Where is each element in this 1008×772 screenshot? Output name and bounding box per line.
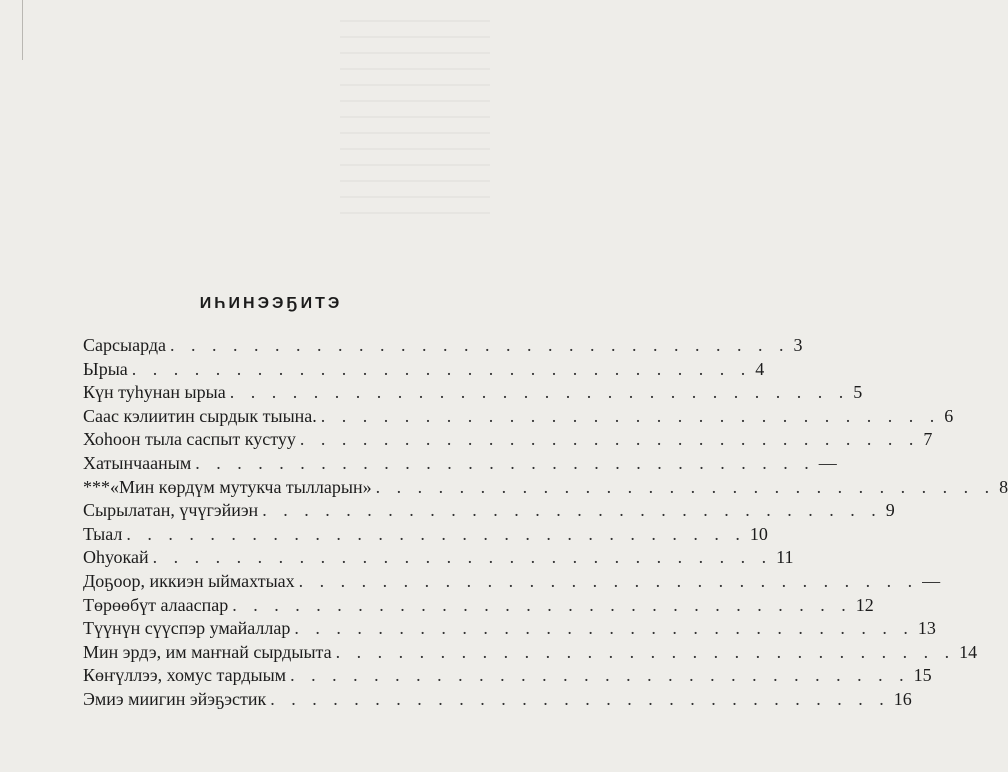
toc-entry-page: —: [818, 452, 837, 473]
toc-entry: [83, 523, 768, 547]
dot-leader: . . . . . . . . . . . . . . . . . . . . . . . . . . . . . .: [335, 641, 956, 662]
toc-entry: [83, 358, 765, 382]
toc-entry-title: Төрөөбүт алааспар: [83, 594, 229, 615]
dot-leader: . . . . . . . . . . . . . . . . . . . . . . . . . . . . . .: [169, 335, 790, 355]
toc-entry-title: Оһуокай: [83, 547, 149, 568]
toc-entry: [83, 405, 954, 429]
toc-entry-page: —: [922, 570, 941, 591]
dot-leader: . . . . . . . . . . . . . . . . . . . . . . . . . . . . . .: [299, 429, 920, 450]
toc-entry-title: Тыал: [83, 523, 123, 544]
toc-entry: [83, 641, 978, 665]
toc-entry-page: 14: [959, 641, 978, 662]
toc-entry-title: Эмиэ миигин эйэҕэстик: [83, 688, 267, 709]
dot-leader: . . . . . . . . . . . . . . . . . . . . . . . . . . . . . .: [152, 547, 773, 568]
toc-entry-title: Сырылатан, үчүгэйиэн: [83, 500, 259, 521]
dot-leader: . . . . . . . . . . . . . . . . . . . . . . . . . . . . . .: [262, 500, 882, 521]
toc-entry-title: ***«Мин көрдүм мутукча тылларын»: [83, 476, 372, 497]
toc-entry-title: Доҕоор, иккиэн ыймахтыах: [83, 570, 295, 591]
dot-leader: . . . . . . . . . . . . . . . . . . . . . . . . . . . . . .: [298, 570, 919, 591]
dot-leader: . . . . . . . . . . . . . . . . . . . . . . . . . . . . . .: [270, 688, 890, 709]
toc-entry-page: 8: [999, 476, 1008, 497]
toc-entry: [83, 476, 1008, 500]
toc-entry: [83, 499, 895, 523]
toc-entry-page: 5: [853, 382, 863, 403]
toc-entry: [83, 546, 794, 570]
toc-entry-title: Саас кэлиитин сырдык тыына.: [83, 405, 317, 426]
toc-entry-page: 4: [755, 358, 765, 379]
dot-leader: . . . . . . . . . . . . . . . . . . . . . . . . . . . . . .: [126, 523, 746, 544]
toc-entry-page: 10: [749, 523, 768, 544]
toc-entry-page: 16: [893, 688, 912, 709]
show-through-text: [340, 20, 490, 220]
toc-entry-page: 9: [885, 500, 895, 521]
toc-entry-title: Сарсыарда: [83, 335, 166, 355]
toc-entry-title: Түүнүн сүүспэр умайаллар: [83, 618, 291, 639]
toc-entry: [83, 570, 941, 594]
toc-entry-page: 11: [776, 547, 794, 568]
toc-entry: [83, 428, 933, 452]
dot-leader: . . . . . . . . . . . . . . . . . . . . . . . . . . . . . .: [195, 452, 815, 473]
toc-entry-title: Күн туһунан ырыа: [83, 382, 226, 403]
dot-leader: . . . . . . . . . . . . . . . . . . . . . . . . . . . . . .: [320, 405, 941, 426]
toc-entry-title: Хоһоон тыла саспыт кустуу: [83, 429, 296, 450]
page-edge-line: [22, 0, 23, 60]
table-of-contents: [83, 334, 1008, 712]
toc-entry: [83, 688, 912, 712]
toc-entry-title: Көҥүллээ, хомус тардыым: [83, 665, 287, 686]
toc-entry: [83, 617, 936, 641]
toc-entry-page: 7: [923, 429, 933, 450]
toc-entry-title: Хатынчааным: [83, 452, 192, 473]
toc-entry-page: 6: [944, 405, 954, 426]
toc-entry-title: Ырыа: [83, 358, 128, 379]
toc-entry-title: Мин эрдэ, им маҥнай сырдыыта: [83, 641, 332, 662]
dot-leader: . . . . . . . . . . . . . . . . . . . . . . . . . . . . . .: [229, 382, 850, 403]
toc-entry: [83, 452, 837, 476]
toc-entry: [83, 664, 932, 688]
toc-entry-page: 12: [855, 594, 874, 615]
dot-leader: . . . . . . . . . . . . . . . . . . . . . . . . . . . . . .: [375, 476, 996, 497]
toc-entry-page: 3: [793, 335, 803, 355]
toc-entry: [83, 594, 874, 618]
toc-entry-page: 15: [913, 665, 932, 686]
toc-entry-page: 13: [917, 618, 936, 639]
dot-leader: . . . . . . . . . . . . . . . . . . . . . . . . . . . . . .: [232, 594, 852, 615]
dot-leader: . . . . . . . . . . . . . . . . . . . . . . . . . . . . . .: [131, 358, 752, 379]
toc-entry: [83, 381, 863, 405]
dot-leader: . . . . . . . . . . . . . . . . . . . . . . . . . . . . . .: [290, 665, 910, 686]
toc-entry: [83, 334, 803, 358]
page-title: ИҺИНЭЭҔИТЭ: [199, 295, 343, 312]
dot-leader: . . . . . . . . . . . . . . . . . . . . . . . . . . . . . .: [294, 618, 914, 639]
